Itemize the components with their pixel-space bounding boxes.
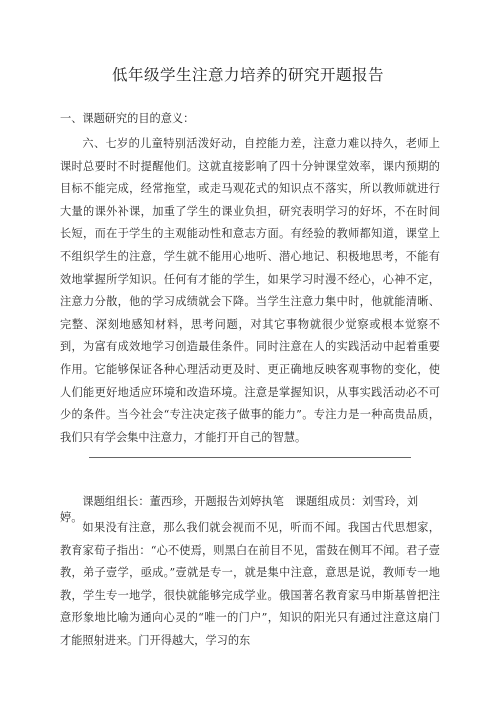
section-heading: 一、课题研究的目的意义： [60, 112, 195, 125]
document-title: 低年级学生注意力培养的研究开题报告 [111, 66, 384, 84]
research-group-info: 课题组组长：董西珍，开题报告刘婷执笔 课题组成员：刘雪玲，刘婷。 [60, 495, 419, 524]
paragraph-attention: 如果没有注意，那么我们就会视而不见，听而不闻。我国古代思想家，教育家荀子指出：“心不使焉，则黑白在前目不见，雷鼓在侧耳不闻。君子壹教，弟子壹学，亟成。”壹就是专一，就是集中注意，意思是说，教师专一地教，学生专一地学，很快就能够完成学业。俄国著名教育家马申斯基曾把注意形象地比喻为通向心灵的“唯一的门户”，知识的阳光只有通过注意这扇门才能照射进来。门开得越大，学习的东 [60, 521, 440, 647]
section-divider [89, 457, 411, 458]
paragraph-purpose: 六、七岁的儿童特别活泼好动，自控能力差，注意力难以持久，老师上课时总要时不时提醒他们。这就直接影响了四十分钟课堂效率，课内预期的目标不能完成，经常拖堂，或走马观花式的知识点不落实，所以教师就进行大量的课外补课，加重了学生的课业负担，研究表明学习的好坏，不在时间长短，而在于学生的主观能动性和意志方面。有经验的教师都知道，课堂上不组织学生的注意，学生就不能用心地听、潜心地记、积极地思考，不能有效地掌握所学知识。任何有才能的学生，如果学习时漫不经心，心神不定，注意力分散，他的学习成绩就会下降。当学生注意力集中时，他就能清晰、完整、深刻地感知材料，思考问题，对其它事物就很少觉察或根本觉察不到，为富有成效地学习创造最佳条件。同时注意在人的实践活动中起着重要作用。它能够保证各种心理活动更及时、更正确地反映客观事物的变化，使人们能更好地适应环境和改造环境。注意是掌握知识，从事实践活动必不可少的条件。当今社会“专注决定孩子做事的能力”。专注力是一种高贵品质，我们只有学会集中注意力，才能打开自己的智慧。 [60, 137, 440, 444]
